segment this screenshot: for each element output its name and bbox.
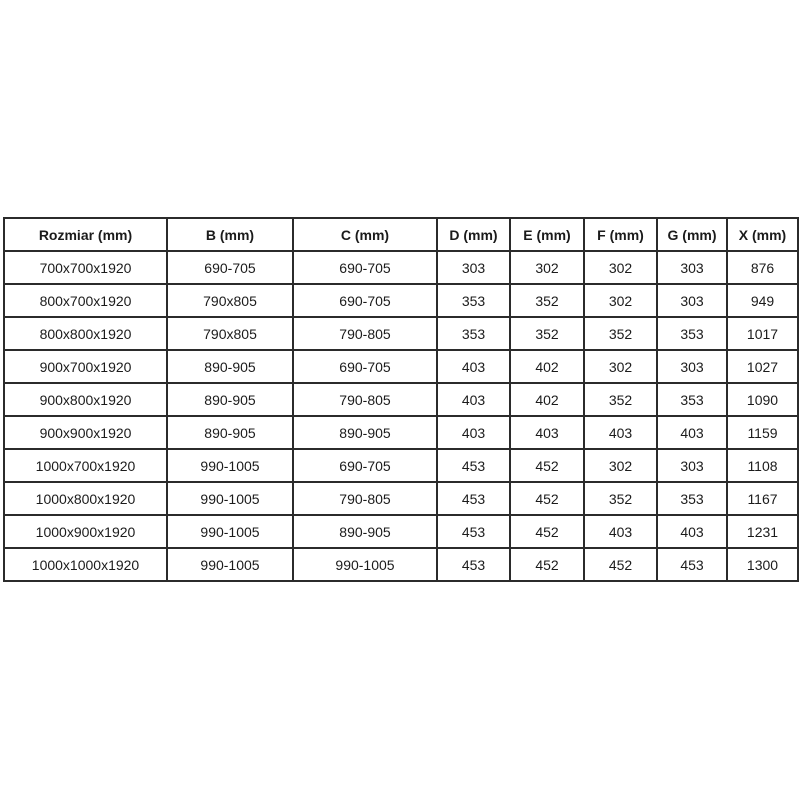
table-cell: 352 [510,284,584,317]
table-cell: 949 [727,284,798,317]
table-cell: 890-905 [167,350,293,383]
table-cell: 900x900x1920 [4,416,167,449]
table-cell: 990-1005 [167,548,293,581]
table-row [4,317,798,350]
table-cell: 800x700x1920 [4,284,167,317]
table-cell: 403 [657,416,727,449]
table-cell: 690-705 [293,350,437,383]
column-header: D (mm) [437,218,510,251]
table-body [4,251,798,581]
column-header: E (mm) [510,218,584,251]
column-header: B (mm) [167,218,293,251]
table-cell: 1300 [727,548,798,581]
table-cell: 302 [584,350,657,383]
table-cell: 302 [584,251,657,284]
table-cell: 1000x1000x1920 [4,548,167,581]
table-row [4,350,798,383]
table-cell: 690-705 [293,284,437,317]
table-cell: 790x805 [167,317,293,350]
table-row [4,416,798,449]
table-cell: 790x805 [167,284,293,317]
table-cell: 1090 [727,383,798,416]
table-cell: 453 [657,548,727,581]
table-row [4,383,798,416]
column-header: X (mm) [727,218,798,251]
table-row [4,449,798,482]
table-row [4,251,798,284]
table-cell: 452 [510,515,584,548]
table-cell: 353 [657,317,727,350]
table-cell: 1017 [727,317,798,350]
table-cell: 302 [584,284,657,317]
table-cell: 302 [584,449,657,482]
table-cell: 990-1005 [293,548,437,581]
table-cell: 352 [510,317,584,350]
table-cell: 403 [584,515,657,548]
table-cell: 1000x900x1920 [4,515,167,548]
table-cell: 352 [584,482,657,515]
table-cell: 403 [657,515,727,548]
table-cell: 353 [437,284,510,317]
table-row [4,548,798,581]
table-cell: 402 [510,383,584,416]
table-cell: 353 [437,317,510,350]
table-row [4,515,798,548]
table-cell: 1167 [727,482,798,515]
table-cell: 690-705 [167,251,293,284]
table-cell: 1231 [727,515,798,548]
table-cell: 302 [510,251,584,284]
table-cell: 790-805 [293,482,437,515]
table-cell: 1000x800x1920 [4,482,167,515]
table-cell: 303 [657,350,727,383]
table-cell: 1000x700x1920 [4,449,167,482]
table-cell: 1159 [727,416,798,449]
table-cell: 890-905 [167,416,293,449]
column-header: Rozmiar (mm) [4,218,167,251]
table-row [4,284,798,317]
table-cell: 453 [437,548,510,581]
table-cell: 453 [437,449,510,482]
header-row [4,218,798,251]
table-cell: 990-1005 [167,449,293,482]
table-cell: 900x700x1920 [4,350,167,383]
table-cell: 452 [510,449,584,482]
table-cell: 403 [510,416,584,449]
table-cell: 876 [727,251,798,284]
table-cell: 352 [584,317,657,350]
table-cell: 303 [657,251,727,284]
table-cell: 403 [437,350,510,383]
table-cell: 900x800x1920 [4,383,167,416]
table-cell: 403 [437,416,510,449]
table-cell: 403 [437,383,510,416]
table-cell: 303 [657,284,727,317]
table-cell: 303 [437,251,510,284]
table-cell: 352 [584,383,657,416]
table-cell: 303 [657,449,727,482]
column-header: G (mm) [657,218,727,251]
table-cell: 790-805 [293,317,437,350]
table-cell: 890-905 [167,383,293,416]
column-header: C (mm) [293,218,437,251]
table-cell: 353 [657,383,727,416]
table-cell: 452 [584,548,657,581]
table-cell: 453 [437,482,510,515]
table-cell: 402 [510,350,584,383]
column-header: F (mm) [584,218,657,251]
table-cell: 353 [657,482,727,515]
table-header [4,218,798,251]
table-cell: 700x700x1920 [4,251,167,284]
table-cell: 890-905 [293,515,437,548]
table-cell: 990-1005 [167,482,293,515]
size-spec-table [3,217,799,582]
table-cell: 1108 [727,449,798,482]
table-cell: 453 [437,515,510,548]
table-cell: 403 [584,416,657,449]
table-cell: 1027 [727,350,798,383]
table-cell: 990-1005 [167,515,293,548]
table-cell: 690-705 [293,251,437,284]
table-cell: 790-805 [293,383,437,416]
table-cell: 800x800x1920 [4,317,167,350]
table-cell: 452 [510,482,584,515]
table-cell: 890-905 [293,416,437,449]
table-row [4,482,798,515]
table-cell: 452 [510,548,584,581]
table-cell: 690-705 [293,449,437,482]
